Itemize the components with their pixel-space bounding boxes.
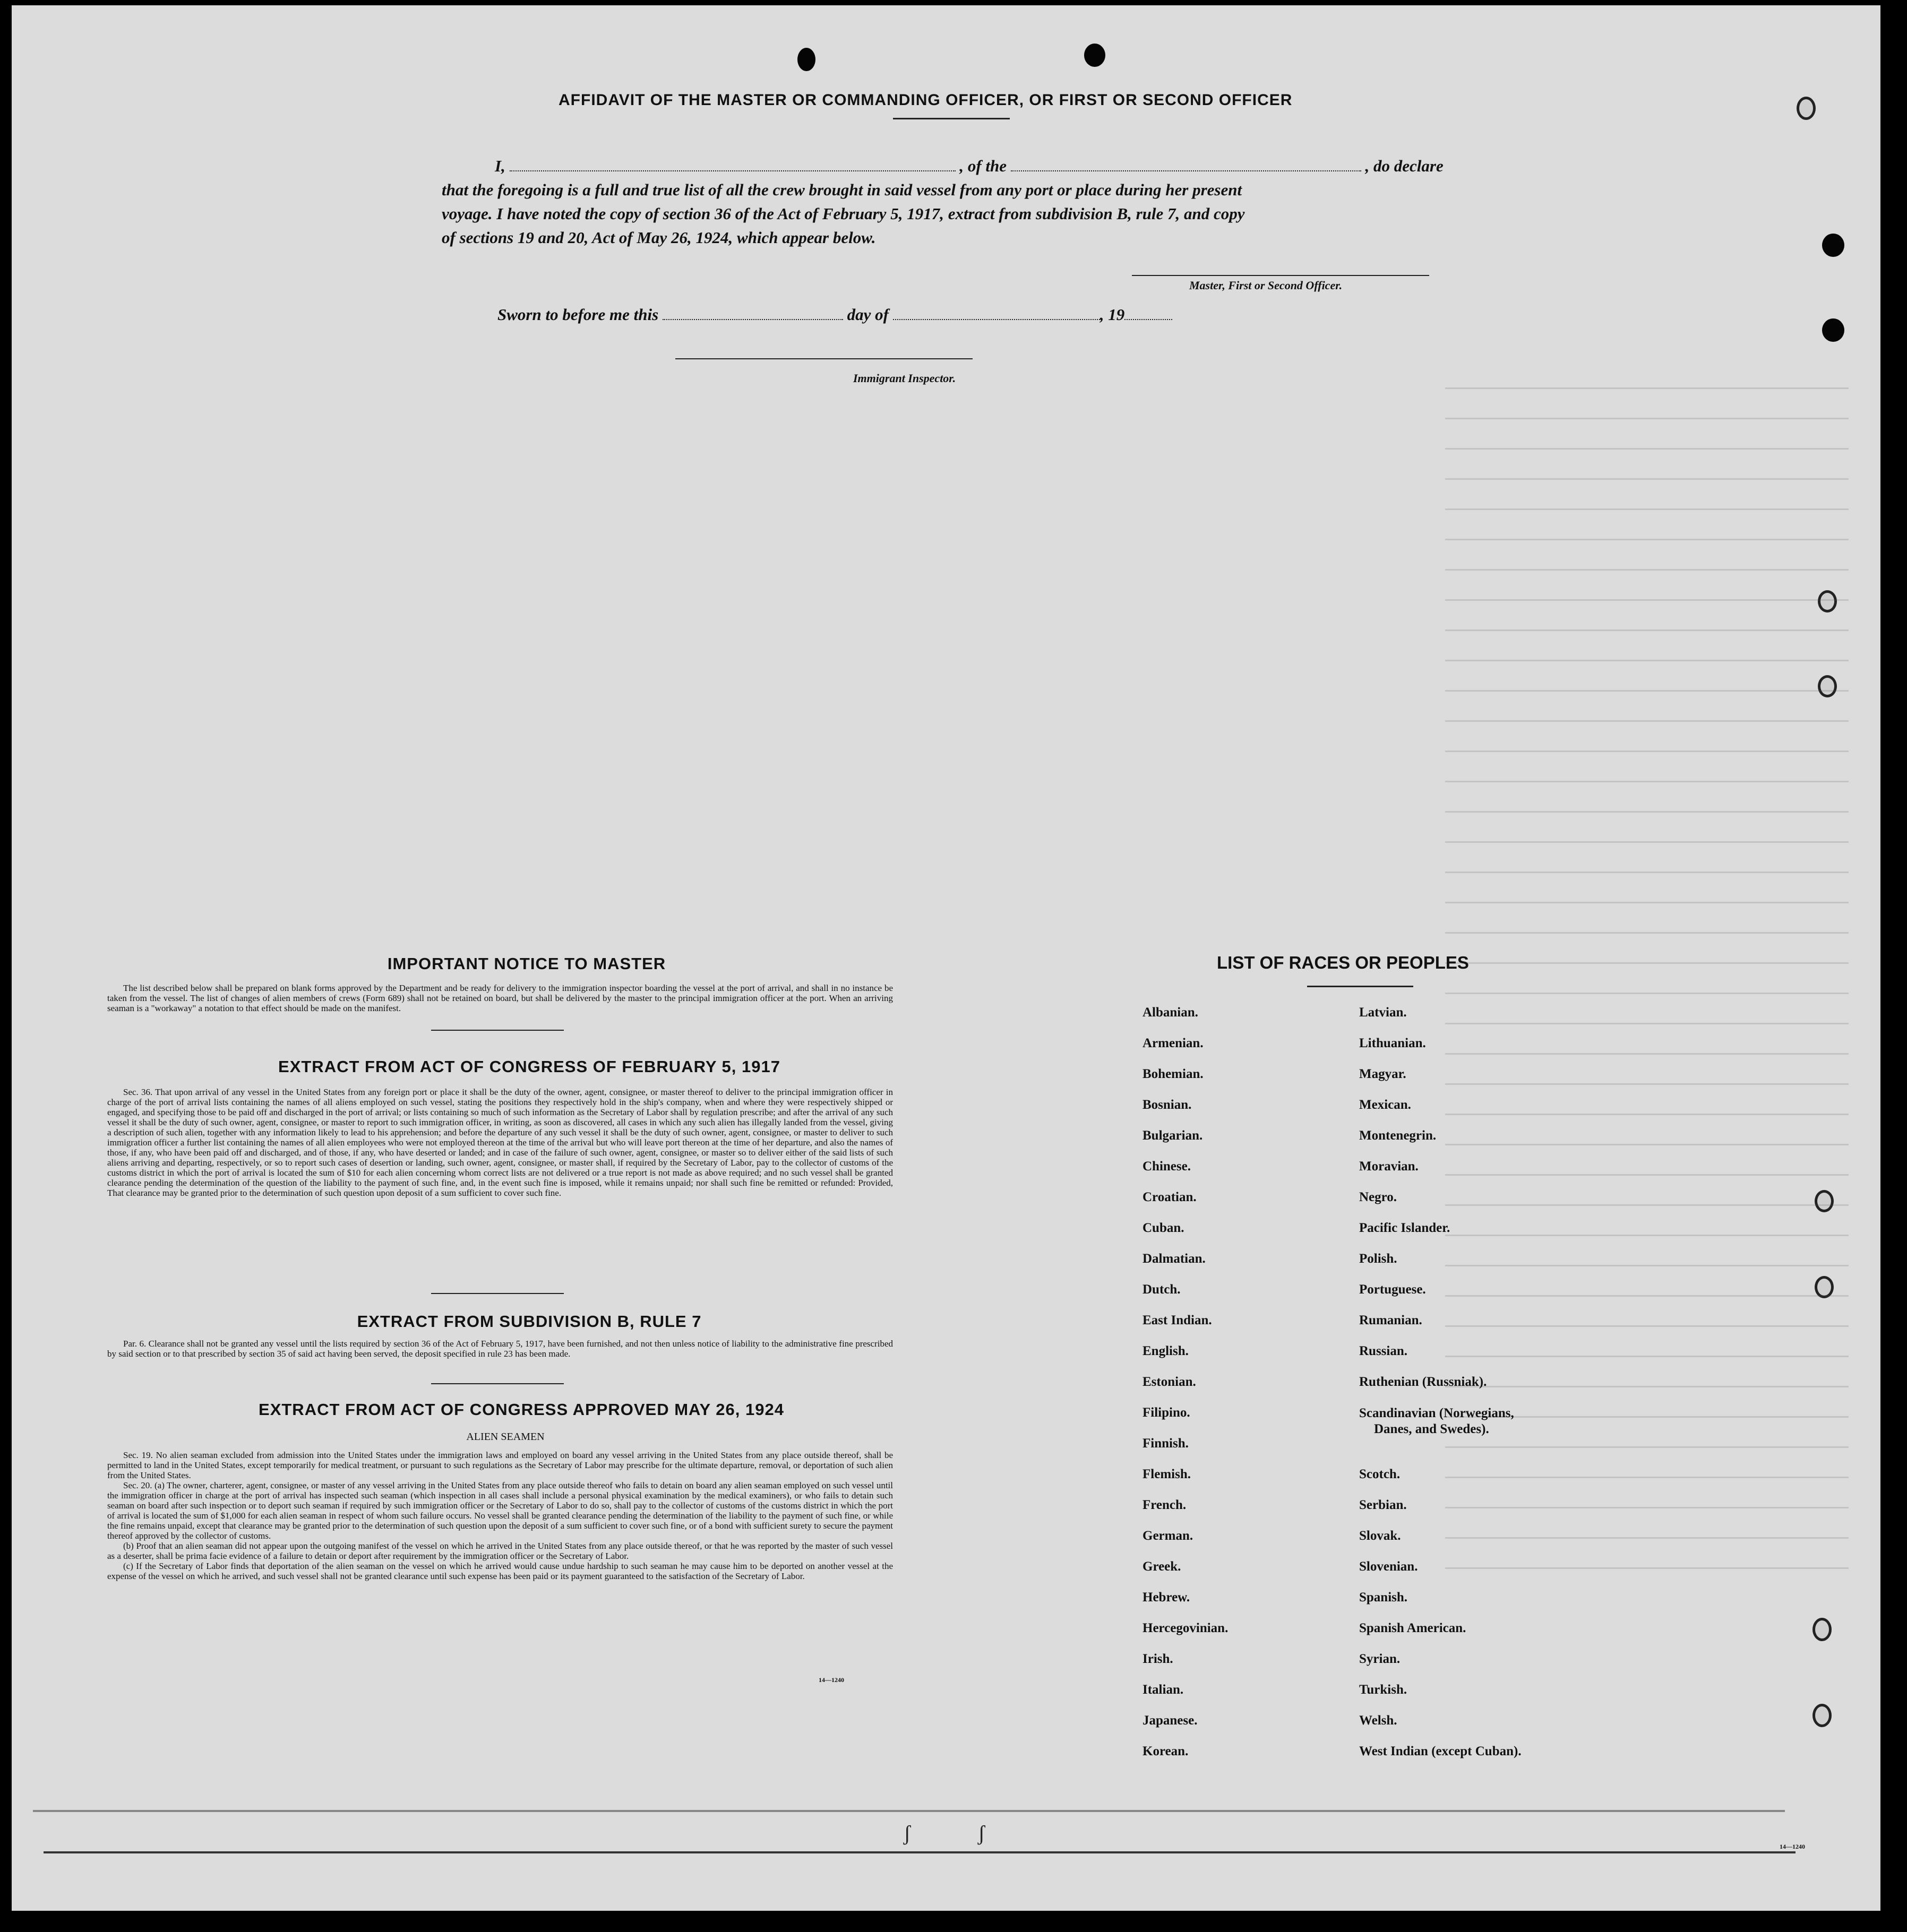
race-item: Hercegovinian. [1143, 1621, 1229, 1635]
races-title: LIST OF RACES OR PEOPLES [1217, 953, 1469, 972]
race-item: Polish. [1359, 1252, 1397, 1266]
inspector-signature-label: Immigrant Inspector. [853, 372, 956, 385]
race-item: Portuguese. [1359, 1282, 1426, 1297]
race-item: Magyar. [1359, 1067, 1406, 1081]
punch-hole [1822, 234, 1844, 257]
affidavit-line-2: that the foregoing is a full and true list of all the crew brought in said vessel from any port or place during her present [442, 180, 1242, 199]
race-item: Syrian. [1359, 1652, 1401, 1666]
footer-form-number: 14—1240 [1780, 1843, 1805, 1850]
alien-seamen-subtitle: ALIEN SEAMEN [466, 1431, 545, 1443]
race-item: Armenian. [1143, 1036, 1204, 1050]
race-item: Estonian. [1143, 1375, 1196, 1389]
year-blank[interactable] [1124, 314, 1172, 320]
race-item: Latvian. [1359, 1005, 1407, 1020]
race-item: Finnish. [1143, 1436, 1189, 1451]
i-label: I, [495, 157, 505, 175]
title-underline [893, 118, 1010, 119]
race-item: Spanish American. [1359, 1621, 1466, 1635]
race-item: Albanian. [1143, 1005, 1198, 1020]
handwritten-mark: ʃ [904, 1821, 911, 1845]
extract-1924-title: EXTRACT FROM ACT OF CONGRESS APPROVED MAY 26, 1924 [259, 1400, 784, 1419]
affidavit-line-3: voyage. I have noted the copy of section 36 of the Act of February 5, 1917, extract from subdivision B, rule 7, and copy [442, 204, 1245, 223]
race-item: Pacific Islander. [1359, 1221, 1450, 1235]
race-item: Turkish. [1359, 1683, 1407, 1697]
extract-1924-text [107, 1450, 893, 1581]
sec-20c-paragraph: (c) If the Secretary of Labor finds that deportation of the alien seaman on the vessel on which he arrived would cause undue hardship to such seaman he may cause him to be deported on another vessel at the expense of the vessel on which he arrived, and such vessel shall not be granted clearance until such expense has been paid or its payment guaranteed to the satisfaction of the Secretary of Labor. [107, 1561, 893, 1581]
race-item-line: Scandinavian (Norwegians, [1359, 1406, 1514, 1420]
sec-20a-paragraph: Sec. 20. (a) The owner, charterer, agent, consignee, or master of any vessel arriving in the United States from any place outside thereof who fails to detain on board any alien seaman employed on such vessel until the immigration officer in charge at the port of arrival has inspected such seaman (which inspection in all cases shall include a personal physical examination by the medical examiners), or who fails to detain such seaman on board after such inspection or to deport such seaman if required by such immigration officer or the Secretary of Labor to do so, shall pay to the collector of customs of the customs district in which the port of arrival is located the sum of $1,000 for each alien seaman in respect of whom such failure occurs. No vessel shall be granted clearance pending the determination of the liability to the payment of such fine, or while the fine remains unpaid, except that clearance may be granted prior to the determination of such question upon the deposit of a sum sufficient to cover such fine, or of a bond with sufficient surety to secure the payment thereof approved by the collector of customs. [107, 1480, 893, 1541]
handwritten-mark: ʃ [978, 1821, 985, 1845]
sworn-line [497, 305, 1172, 324]
underlying-page-strip [12, 1810, 1880, 1911]
race-item: Rumanian. [1359, 1313, 1422, 1327]
affidavit-line-4: of sections 19 and 20, Act of May 26, 1924, which appear below. [442, 228, 876, 247]
race-item: Cuban. [1143, 1221, 1184, 1235]
race-item: Bosnian. [1143, 1098, 1192, 1112]
notice-paragraph: The list described below shall be prepared on blank forms approved by the Department and be ready for delivery to the immigration inspector boarding the vessel at the port of arrival, and shall in no instance be taken from the vessel. The list of changes of alien members of crews (Form 689) shall not be retained on board, but shall be delivered by the master to the principal immigration officer at the port. When an arriving seaman is a "workaway" a notation to that effect should be made on the manifest. [107, 983, 893, 1013]
race-item: Irish. [1143, 1652, 1173, 1666]
day-blank[interactable] [663, 314, 843, 320]
race-item: Slovenian. [1359, 1559, 1418, 1574]
race-item: Russian. [1359, 1344, 1408, 1358]
race-item: Hebrew. [1143, 1590, 1190, 1605]
race-item: Ruthenian (Russniak). [1359, 1375, 1487, 1389]
race-item: Slovak. [1359, 1529, 1401, 1543]
race-item: Spanish. [1359, 1590, 1408, 1605]
race-item: Montenegrin. [1359, 1128, 1437, 1143]
races-left-column [1143, 1005, 1228, 1775]
race-item: French. [1143, 1498, 1187, 1512]
punch-hole [1084, 44, 1105, 67]
races-right-column [1359, 1005, 1522, 1775]
sec-19-paragraph: Sec. 19. No alien seaman excluded from admission into the United States under the immigration laws and employed on board any vessel arriving in the United States from any place outside thereof, shall be permitted to land in the United States, except temporarily for medical treatment, or pursuant to such regulations as the Secretary of Labor may prescribe for the ultimate departure, removal, or deportation of such alien from the United States. [107, 1450, 893, 1480]
day-of-label: day of [847, 305, 889, 324]
section-divider [431, 1030, 564, 1031]
race-item: Welsh. [1359, 1713, 1397, 1728]
race-item: Mexican. [1359, 1098, 1411, 1112]
race-item: Flemish. [1143, 1467, 1191, 1481]
strip-rule [33, 1810, 1785, 1812]
race-item: Bulgarian. [1143, 1128, 1203, 1143]
race-item: Moravian. [1359, 1159, 1419, 1174]
race-item: Chinese. [1143, 1159, 1191, 1174]
sworn-prefix: Sworn to before me this [497, 305, 659, 324]
do-declare-label: , do declare [1365, 157, 1444, 175]
race-item: East Indian. [1143, 1313, 1212, 1327]
binder-ring [1797, 97, 1816, 120]
section-36-paragraph: Sec. 36. That upon arrival of any vessel in the United States from any foreign port or place it shall be the duty of the owner, agent, consignee, or master thereof to deliver to the principal immigration officer in charge of the port of arrival lists containing the names of all aliens employed on such vessel, stating the positions they respectively hold in the ship's company, when and where they were respectively shipped or engaged, and specifying those to be paid off and discharged in the port of arrival; or lists containing so much of such information as the Secretary of Labor shall by regulation prescribe; and after the arrival of any such vessel it shall be the duty of such owner, agent, consignee, or master to report to such immigration officer, in writing, as soon as discovered, all cases in which any such alien has illegally landed from the vessel, giving a description of such alien, together with any information likely to lead to his apprehension; and before the departure of any such vessel it shall be the duty of such owner, agent, consignee, or master to deliver to such immigration officer a further list containing the names of all alien employees who were not employed thereon at the time of the arrival but who will leave port thereon at the time of her departure, and also the names of those, if any, who have been paid off and discharged, and of those, if any, who have deserted or landed; and in case of the failure of such owner, agent, consignee, or master so to deliver either of the said lists of such aliens arriving and departing, respectively, or so to report such cases of desertion or landing, such owner, agent, consignee, or master shall, if required by the Secretary of Labor, pay to the collector of customs of the customs district in which the port of arrival is located the sum of $10 for each alien concerning whom correct lists are not delivered or a true report is not made as above required; and no such vessel shall be granted clearance pending the determination of the question of the liability to the payment of such fine, and, in the event such fine is imposed, while it remains unpaid; nor shall such fine be remitted or refunded: Provided, That clearance may be granted prior to the determination of such question upon deposit of a sum sufficient to cover such fine. [107, 1087, 893, 1198]
form-number: 14—1240 [819, 1676, 844, 1684]
extract-1917-title: EXTRACT FROM ACT OF CONGRESS OF FEBRUARY 5, 1917 [278, 1057, 780, 1076]
affidavit-title: AFFIDAVIT OF THE MASTER OR COMMANDING OFFICER, OR FIRST OR SECOND OFFICER [559, 91, 1293, 109]
notice-text [107, 983, 893, 1013]
binder-ring [1812, 1704, 1832, 1727]
inspector-signature-line[interactable] [675, 358, 973, 359]
par-6-paragraph: Par. 6. Clearance shall not be granted any vessel until the lists required by section 36 of the Act of February 5, 1917, have been furnished, and not then unless notice of liability to the administrative fine prescribed by said section or to that prescribed by section 35 of said act having been served, the deposit specified in rule 23 has been made. [107, 1339, 893, 1359]
race-item: West Indian (except Cuban). [1359, 1744, 1522, 1758]
affidavit-first-line [442, 154, 1482, 178]
race-item: Dutch. [1143, 1282, 1181, 1297]
document-page [12, 5, 1880, 1911]
punch-hole [1822, 318, 1844, 342]
race-item-continuation: Danes, and Swedes). [1374, 1422, 1489, 1436]
race-item: German. [1143, 1529, 1193, 1543]
race-item: English. [1143, 1344, 1189, 1358]
race-item: Italian. [1143, 1683, 1184, 1697]
race-item: Croatian. [1143, 1190, 1197, 1204]
sec-20b-paragraph: (b) Proof that an alien seaman did not appear upon the outgoing manifest of the vessel on which he arrived in the United States from any place outside thereof, or that he was reported by the master of such vessel as a deserter, shall be prima facie evidence of a failure to detain or deport after requirement by the immigration officer or the Secretary of Labor. [107, 1541, 893, 1561]
extract-rule7-text [107, 1339, 893, 1359]
race-item: Greek. [1143, 1559, 1181, 1574]
name-blank[interactable] [510, 165, 956, 171]
master-signature-line[interactable] [1132, 275, 1429, 276]
of-the-label: , of the [959, 157, 1007, 175]
race-item: Bohemian. [1143, 1067, 1204, 1081]
section-divider [431, 1383, 564, 1384]
race-item: Filipino. [1143, 1405, 1190, 1420]
notice-title: IMPORTANT NOTICE TO MASTER [387, 954, 666, 973]
month-blank[interactable] [893, 314, 1100, 320]
race-item: Dalmatian. [1143, 1252, 1206, 1266]
strip-rule [44, 1851, 1796, 1853]
extract-1917-text [107, 1087, 893, 1198]
race-item: Japanese. [1143, 1713, 1198, 1728]
punch-hole [797, 48, 815, 71]
vessel-blank[interactable] [1011, 165, 1361, 171]
race-item: Negro. [1359, 1190, 1397, 1204]
race-item: Scotch. [1359, 1467, 1401, 1481]
race-item: Lithuanian. [1359, 1036, 1426, 1050]
section-divider [431, 1293, 564, 1294]
extract-rule7-title: EXTRACT FROM SUBDIVISION B, RULE 7 [357, 1312, 702, 1331]
year-prefix: , 19 [1099, 305, 1125, 324]
affidavit-body [442, 154, 1482, 249]
race-item [1359, 1405, 1522, 1467]
race-item: Korean. [1143, 1744, 1189, 1758]
race-item: Serbian. [1359, 1498, 1407, 1512]
master-signature-label: Master, First or Second Officer. [1189, 279, 1343, 292]
races-title-underline [1307, 986, 1413, 987]
